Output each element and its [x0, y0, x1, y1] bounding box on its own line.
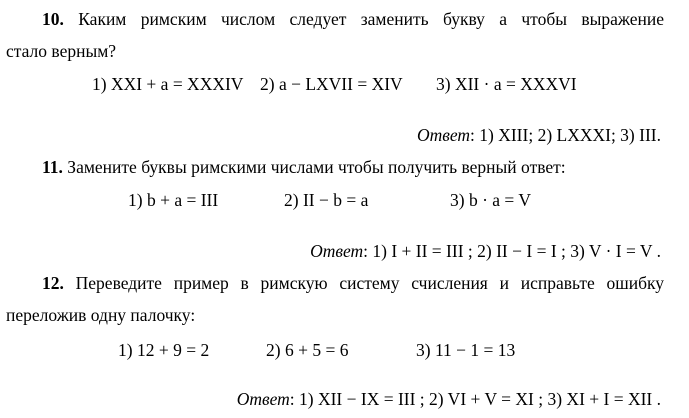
- problem-12-item-1: 1) 12 + 9 = 2: [118, 340, 210, 360]
- problem-10-item-1: 1) XXI + a = XXXIV: [92, 74, 244, 94]
- problem-11-item-3: 3) b · a = V: [450, 190, 531, 210]
- problem-11-item-1: 1) b + a = III: [128, 190, 219, 210]
- answer-text: : 1) XII − IX = III ; 2) VI + V = XI ; 3) XI + I = XII .: [289, 389, 661, 409]
- problem-number: 11.: [42, 157, 63, 177]
- problem-11-item-2: 2) II − b = a: [284, 190, 369, 210]
- answer-text: : 1) I + II = III ; 2) II − I = I ; 3) V · I = V .: [363, 241, 661, 261]
- answer-label: Ответ: [310, 241, 364, 261]
- problem-10-line-2: стало верным?: [6, 41, 117, 61]
- problem-11-answer: [310, 240, 661, 262]
- problem-number: 10.: [42, 9, 64, 29]
- problem-10-answer: [417, 124, 661, 146]
- answer-text: : 1) XIII; 2) LXXXI; 3) III.: [470, 125, 661, 145]
- problem-10-line-1: [42, 8, 664, 30]
- problem-12-line-1: [42, 272, 664, 294]
- problem-10-item-3: 3) XII · a = XXXVI: [436, 74, 577, 94]
- problem-12-answer: [237, 388, 661, 410]
- problem-11-line-1: [42, 156, 566, 178]
- problem-text: Каким римским числом следует заменить букву а чтобы выражение: [78, 9, 664, 29]
- problem-10-item-2: 2) a − LXVII = XIV: [260, 74, 403, 94]
- problem-number: 12.: [42, 273, 64, 293]
- problem-12-item-3: 3) 11 − 1 = 13: [416, 340, 516, 360]
- problem-text: Переведите пример в римскую систему счисления и исправьте ошибку: [75, 273, 664, 293]
- problem-12-line-2: переложив одну палочку:: [6, 305, 196, 325]
- problem-12-item-2: 2) 6 + 5 = 6: [266, 340, 349, 360]
- problem-text: Замените буквы римскими числами чтобы получить верный ответ:: [67, 157, 566, 177]
- answer-label: Ответ: [416, 125, 471, 145]
- answer-label: Ответ: [236, 389, 290, 409]
